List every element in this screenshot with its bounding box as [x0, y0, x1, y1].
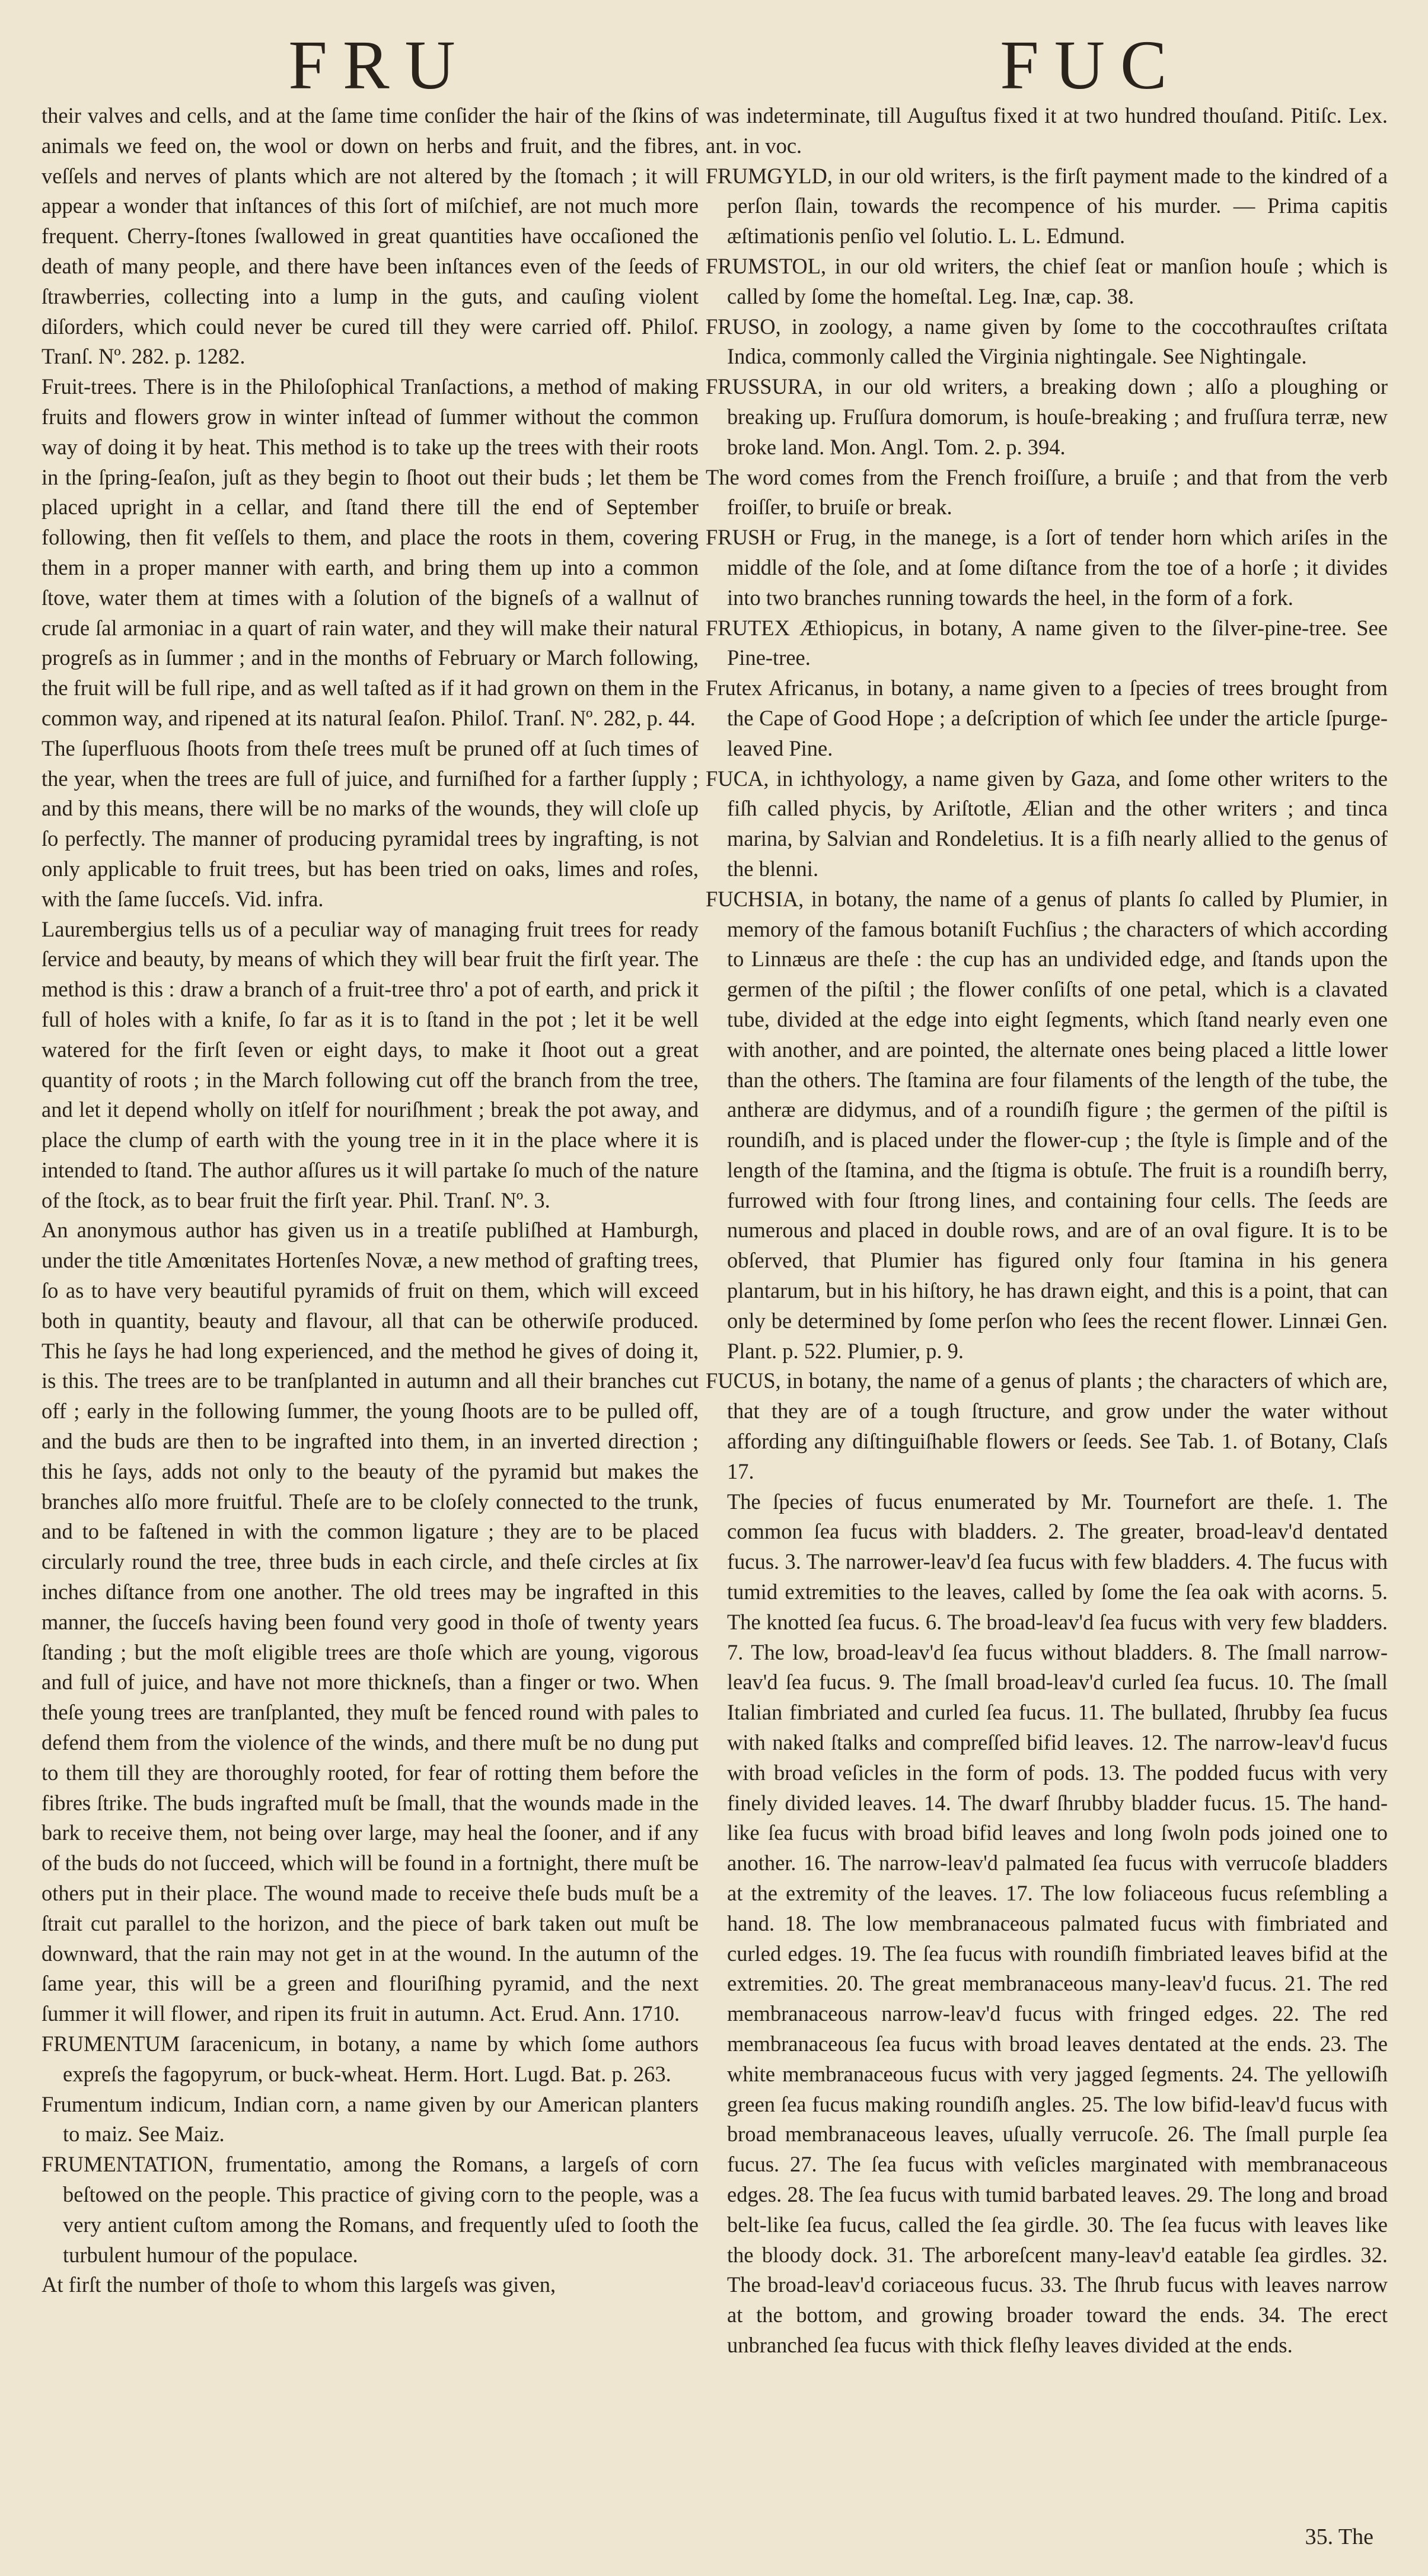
entry-frutex-aethiopicus: FRUTEX Æthiopicus, in botany, A name given to the ſilver-pine-tree. See Pine-tree.	[706, 615, 1388, 670]
paragraph: The ſuperfluous ſhoots from theſe trees muſt be pruned off at ſuch times of the year, when the trees are full of juice, and furniſhed for a farther ſupply ; and by this means, there will be no marks of the wounds, they will cloſe up ſo perfectly. The manner of producing pyramidal trees by ingrafting, is not only applicable to fruit trees, but has been tried on oaks, limes and roſes, with the ſame ſucceſs. Vid. infra.	[42, 735, 699, 911]
entry-frutex-africanus: Frutex Africanus, in botany, a name given to a ſpecies of trees brought from the Cape of Good Hope ; a deſcription of which ſee under the article ſpurge-leaved Pine.	[706, 676, 1388, 760]
paragraph: An anonymous author has given us in a treatiſe publiſhed at Hamburgh, under the title Amœnitates Hortenſes Novæ, a new method of grafting trees, ſo as to have very beautiful pyramids of fruit on them, which will exceed both in quantity, beauty and flavour, all that can be otherwiſe produced. This he ſays he had long experienced, and the method he gives of doing it, is this. The trees are to be tranſplanted in autumn and all their branches cut off ; early in the following ſummer, the young ſhoots are to be pulled off, and the buds are then to be ingrafted into them, in an inverted direction ; this he ſays, adds not only to the beauty of the pyramid but makes the branches alſo more fruitful. Theſe are to be cloſely connected to the trunk, and to be faſtened in with the common ligature ; they are to be placed circularly round the tree, three buds in each circle, and theſe circles at ſix inches diſtance from one another. The old trees may be ingrafted in this manner, the ſucceſs having been found very good in thoſe of twenty years ſtanding ; but the moſt eligible trees are thoſe which are young, vigorous and full of juice, and have not more thickneſs, than a finger or two. When theſe young trees are tranſplanted, they muſt be fenced round with pales to defend them from the violence of the winds, and there muſt be no dung put to them till they are thoroughly rooted, for fear of rotting them before the fibres ſtrike. The buds ingrafted muſt be ſmall, that the wounds made in the bark to receive them, not being over large, may heal the ſooner, and if any of the buds do not ſucceed, which will be found in a fortnight, there muſt be others put in their place. The wound made to receive theſe buds muſt be a ſtrait cut parallel to the horizon, and the piece of bark taken out muſt be downward, that the rain may not get in at the wound. In the autumn of the ſame year, this will be a green and flouriſhing pyramid, and the next ſummer it will flower, and ripen its fruit in autumn. Act. Erud. Ann. 1710.	[42, 1218, 699, 2026]
paragraph: was indeterminate, till Auguſtus fixed it at two hundred thouſand. Pitiſc. Lex. ant. in voc.	[706, 103, 1388, 158]
entry-frumentation: FRUMENTATION, frumentatio, among the Romans, a largeſs of corn beſtowed on the people. This practice of giving corn to the people, was a very antient cuſtom among the Romans, and frequently uſed to ſooth the turbulent humour of the populace.	[42, 2152, 699, 2267]
right-column	[706, 101, 1388, 2545]
entry-frumgyld: FRUMGYLD, in our old writers, is the firſt payment made to the kindred of a perſon ſlain, towards the recompence of his murder. — Prima capitis æſtimationis penſio vel ſolutio. L. L. Edmund.	[706, 163, 1388, 249]
catchword: 35. The	[1305, 2524, 1373, 2549]
paragraph: Laurembergius tells us of a peculiar way of managing fruit trees for ready ſervice and beauty, by means of which they will bear fruit the firſt year. The method is this : draw a branch of a fruit-tree thro' a pot of earth, and prick it full of holes with a knife, ſo far as it is to ſtand in the pot ; let it be well watered for the firſt ſeven or eight days, to make it ſhoot out a great quantity of roots ; in the March following cut off the branch from the tree, and let it depend wholly on itſelf for nouriſhment ; break the pot away, and place the clump of earth with the young tree in it in the place where it is intended to ſtand. The author aſſures us it will partake ſo much of the nature of the ſtock, as to bear fruit the firſt year. Phil. Tranſ. Nº. 3.	[42, 916, 699, 1212]
running-head-left: FRU	[288, 26, 471, 104]
entry-fruit-trees: Fruit-trees. There is in the Philoſophical Tranſactions, a method of making fruits and flowers grow in winter inſtead of ſummer without the common way of doing it by heat. This method is to take up the trees with their roots in the ſpring-ſeaſon, juſt as they begin to ſhoot out their buds ; let them be placed upright in a cellar, and ſtand there till the end of September following, then fit veſſels to them, and place the roots in them, covering them in a proper manner with earth, and bring them up into a common ſtove, water them at times with a ſolution of the bigneſs of a wallnut of crude ſal armoniac in a quart of rain water, and they will make their natural progreſs as in ſummer ; and in the months of February or March following, the fruit will be full ripe, and as well taſted as if it had grown on them in the common way, and ripened at its natural ſeaſon. Philoſ. Tranſ. Nº. 282, p. 44.	[42, 374, 699, 730]
entry-frussura: FRUSSURA, in our old writers, a breaking down ; alſo a ploughing or breaking up. Fruſſura domorum, is houſe-breaking ; and fruſſura terræ, new broke land. Mon. Angl. Tom. 2. p. 394.	[706, 374, 1388, 459]
entry-frush: FRUSH or Frug, in the manege, is a ſort of tender horn which ariſes in the middle of the ſole, and at ſome diſtance from the toe of a horſe ; it divides into two branches running towards the heel, in the form of a fork.	[706, 525, 1388, 610]
paragraph: their valves and cells, and at the ſame time conſider the hair of the ſkins of animals we feed on, the wool or down on herbs and fruit, and the fibres, veſſels and nerves of plants which are not altered by the ſtomach ; it will appear a wonder that inſtances of this ſort of miſchief, are not much more frequent. Cherry-ſtones ſwallowed in great quantities have occaſioned the death of many people, and there have been inſtances even of the ſeeds of ſtrawberries, collecting into a lump in the guts, and cauſing violent diſorders, which could never be cured till they were carried off. Philoſ. Tranſ. Nº. 282. p. 1282.	[42, 103, 699, 369]
entry-fucus: FUCUS, in botany, the name of a genus of plants ; the characters of which are, that they are of a tough ſtructure, and grow under the water without affording any diſtinguiſhable flowers or ſeeds. See Tab. 1. of Botany, Claſs 17.	[706, 1368, 1388, 1483]
paragraph: The ſpecies of fucus enumerated by Mr. Tournefort are theſe. 1. The common ſea fucus with bladders. 2. The greater, broad-leav'd dentated fucus. 3. The narrower-leav'd ſea fucus with few bladders. 4. The fucus with tumid extremities to the leaves, called by ſome the ſea oak with acorns. 5. The knotted ſea fucus. 6. The broad-leav'd ſea fucus with very few bladders. 7. The low, broad-leav'd ſea fucus without bladders. 8. The ſmall narrow-leav'd ſea fucus. 9. The ſmall broad-leav'd curled ſea fucus. 10. The ſmall Italian fimbriated and curled ſea fucus. 11. The bullated, ſhrubby ſea fucus with naked ſtalks and compreſſed bifid leaves. 12. The narrow-leav'd fucus with broad veſicles in the form of pods. 13. The podded fucus with very finely divided leaves. 14. The dwarf ſhrubby bladder fucus. 15. The hand-like ſea fucus with broad bifid leaves and long ſwoln pods joined one to another. 16. The narrow-leav'd palmated ſea fucus with verrucoſe bladders at the extremity of the leaves. 17. The low foliaceous fucus reſembling a hand. 18. The low membranaceous palmated fucus with fimbriated and curled edges. 19. The ſea fucus with roundiſh fimbriated leaves bifid at the extremities. 20. The great membranaceous many-leav'd fucus. 21. The red membranaceous narrow-leav'd fucus with fringed edges. 22. The red membranaceous ſea fucus with broad leaves dentated at the ends. 23. The white membranaceous fucus with very jagged ſegments. 24. The yellowiſh green ſea fucus making roundiſh angles. 25. The low bifid-leav'd fucus with broad membranaceous leaves, uſually verrucoſe. 26. The ſmall purple ſea fucus. 27. The ſea fucus with veſicles marginated with membranaceous edges. 28. The ſea fucus with tumid barbated leaves. 29. The long and broad belt-like ſea fucus, called the ſea girdle. 30. The ſea fucus with leaves like the bloody dock. 31. The arboreſcent many-leav'd eatable ſea girdles. 32. The broad-leav'd coriaceous fucus. 33. The ſhrub fucus with leaves narrow at the bottom, and growing broader toward the ends. 34. The erect unbranched ſea fucus with thick fleſhy leaves divided at the ends.	[727, 1489, 1388, 2357]
paragraph: The word comes from the French froiſſure, a bruiſe ; and that from the verb froiſſer, to bruiſe or break.	[706, 464, 1388, 520]
entry-frumstol: FRUMSTOL, in our old writers, the chief ſeat or manſion houſe ; which is called by ſome the homeſtal. Leg. Inæ, cap. 38.	[706, 253, 1388, 308]
entry-fuca: FUCA, in ichthyology, a name given by Gaza, and ſome other writers to the fiſh called phycis, by Ariſtotle, Ælian and the other writers ; and tinca marina, by Salvian and Rondeletius. It is a fiſh nearly allied to the genus of the blenni.	[706, 766, 1388, 881]
left-column	[42, 101, 699, 2545]
entry-fuchsia: FUCHSIA, in botany, the name of a genus of plants ſo called by Plumier, in memory of the famous botaniſt Fuchſius ; the characters of which according to Linnæus are theſe : the cup has an undivided edge, and ſtands upon the germen of the piſtil ; the flower conſiſts of one petal, which is a clavated tube, divided at the edge into eight ſegments, which ſtand nearly even one with another, and are pointed, the alternate ones being placed a little lower than the others. The ſtamina are four filaments of the length of the tube, the antheræ are didymus, and of a roundiſh figure ; the germen of the piſtil is roundiſh, and is placed under the flower-cup ; the ſtyle is ſimple and of the length of the ſtamina, and the ſtigma is obtuſe. The fruit is a roundiſh berry, furrowed with four ſtrong lines, and containing four cells. The ſeeds are numerous and placed in double rows, and are of an oval figure. It is to be obſerved, that Plumier has figured only four ſtamina in his genera plantarum, but in his hiſtory, he has drawn eight, and this is a point, that can only be determined by ſome perſon who ſees the recent flower. Linnæi Gen. Plant. p. 522. Plumier, p. 9.	[706, 886, 1388, 1363]
entry-fruso: FRUSO, in zoology, a name given by ſome to the coccothrauſtes criſtata Indica, commonly called the Virginia nightingale. See Nightingale.	[706, 314, 1388, 369]
paragraph: At firſt the number of thoſe to whom this largeſs was given,	[42, 2272, 556, 2297]
entry-frumentum-saracenicum: FRUMENTUM ſaracenicum, in botany, a name by which ſome authors expreſs the fagopyrum, or buck-wheat. Herm. Hort. Lugd. Bat. p. 263.	[42, 2031, 699, 2086]
running-head-right: FUC	[1000, 26, 1182, 104]
entry-frumentum-indicum: Frumentum indicum, Indian corn, a name given by our American planters to maiz. See Maiz.	[42, 2091, 699, 2147]
